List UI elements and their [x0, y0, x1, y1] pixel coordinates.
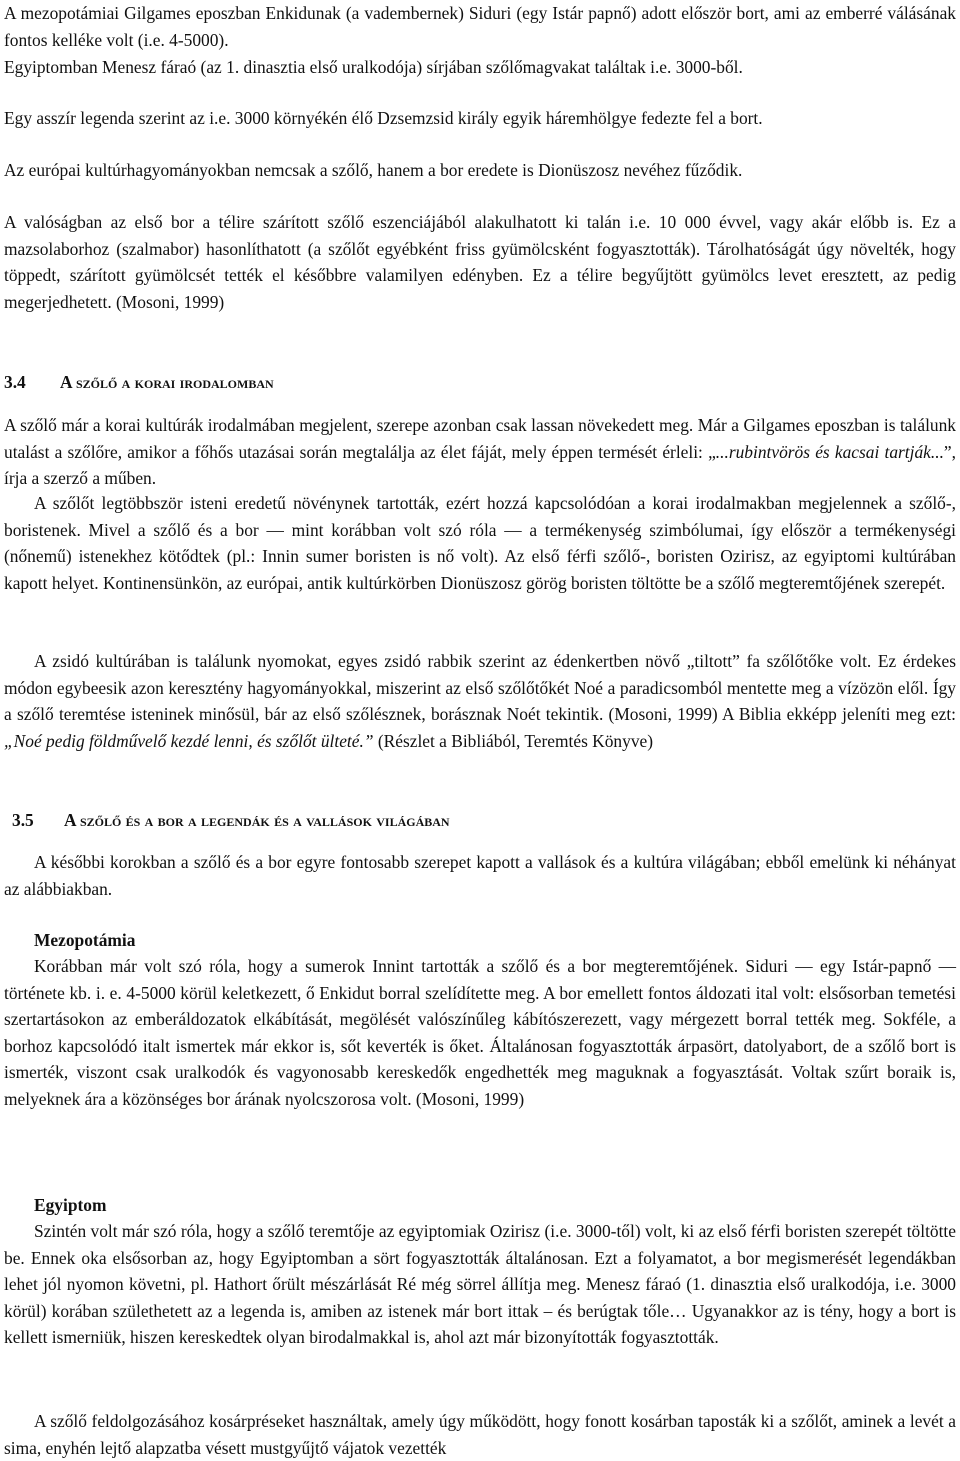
- intro-paragraph-origin: A valóságban az első bor a télire szárított szőlő eszenciájából alakulhatott ki talán i.e. 10 000 évvel, vagy akár előbb is. Ez a mazsolaborhoz (szalmabor) hasonlíthatott (a szőlőt egyébként friss gyümölcsként fogyasztották). Tárolhatóságát úgy növelték, hogy töppedt, szárított gyümölcsét tették el későbbre valamilyen edényben. Ez a télire begyűjtött gyümölcs levet eresztett, az pedig megerjedhetett. (Mosoni, 1999): [4, 212, 956, 312]
- paragraph-text: ”, írja a szerző a műben.: [4, 441, 956, 489]
- section34-paragraph-1: [4, 412, 956, 492]
- mezopotamia-paragraph: Korábban már volt szó róla, hogy a sumerok Innint tartották a szőlő és a bor megteremtőjének. Siduri — egy Istár-papnő — története kb. i. e. 4-5000 körül keletkezett, ő Enkidut borral szelídítette meg. A bor emellett fontos áldozati ital volt: elsősorban temetési szertartásokon az emberáldozatok elkábítását, megölését valószínűleg kábítószerezett, vagy mérgezett borral tették meg. Sokféle, a borhoz kapcsolódó italt ismertek már ekkor is, sőt keverték is őket. Általánosan fogyasztották árpasört, datolyabort, de a szőlő bort is ismerték, viszont csak uralkodók és vagyonosabb kereskedők engedhették meg maguknak a fogyasztását. Voltak szűrt boraik is, melyeknek ára a közönséges bor árának nyolcszorosa volt. (Mosoni, 1999): [4, 956, 956, 1109]
- subheading-egyiptom: Egyiptom: [34, 1195, 107, 1215]
- section-title: A szőlő a korai irodalomban: [60, 372, 274, 392]
- egyiptom-paragraph-2: A szőlő feldolgozásához kosárpréseket használtak, amely úgy működött, hogy fonott kosárban taposták ki a szőlőt, aminek a levét a sima, enyhén lejtő alapzatba vésett mustgyűjtő vájatok vezették: [4, 1411, 956, 1458]
- section-heading-3-4: [4, 370, 956, 394]
- paragraph-text: A zsidó kultúrában is találunk nyomokat, egyes zsidó rabbik szerint az édenkertben növő „tiltott” fa szőlőtőke volt. Ez érdekes módon egybeesik azon keresztény hagyományokkal, miszerint az első szőlőtőkét Noé a paradicsomból mentette meg a vízözön elől. Így a szőlő teremtése isteninek minősül, bár az első szőlésznek, borásznak Noét tekintik. (Mosoni, 1999) A Biblia ekképp jeleníti meg ezt:: [4, 651, 956, 725]
- subheading-mezopotamia: Mezopotámia: [34, 930, 136, 950]
- section35-intro-paragraph: A későbbi korokban a szőlő és a bor egyre fontosabb szerepet kapott a vallások és a kultúra világában; ebből emelünk ki néhányat az alábbiakban.: [4, 852, 956, 899]
- intro-paragraph-gilgames: A mezopotámiai Gilgames eposzban Enkidunak (a vadembernek) Siduri (egy Istár papnő) adott először bort, ami az emberré válásának fontos kelléke volt (i.e. 4-5000).: [4, 3, 956, 50]
- intro-paragraph-assyria: Egy asszír legenda szerint az i.e. 3000 környékén élő Dzsemzsid király egyik háremhölgye fedezte fel a bort.: [4, 108, 763, 128]
- gilgames-quote: ...rubintvörös és kacsai tartják...: [715, 441, 944, 462]
- bible-quote: „Noé pedig földművelő kezdé lenni, és szőlőt ülteté.”: [4, 730, 374, 751]
- paragraph-text: A szőlő már a korai kultúrák irodalmában megjelent, szerepe azonban csak lassan növekedett meg. Már a Gilgames eposzban is találunk utalást a szőlőre, amikor a főhős utazásai során megtalálja az élet fáját, mely éppen termését érleli: „: [4, 415, 956, 462]
- paragraph-text: (Részlet a Bibliából, Teremtés Könyve): [373, 730, 654, 751]
- section-title: A szőlő és a bor a legendák és a vallások világában: [64, 810, 450, 830]
- section-number: 3.5: [12, 810, 34, 830]
- egyiptom-paragraph: Szintén volt már szó róla, hogy a szőlő teremtője az egyiptomiak Ozirisz (i.e. 3000-től) volt, ki az első férfi boristen szerepét töltötte be. Ennek oka elsősorban az, hogy Egyiptomban a sört fogyasztották általánosan. Ezt a folyamatot, a bor megismerését legendákban lehet jól nyomon követni, pl. Hathort őrült mészárlását Ré még sörrel állítja meg. Menesz fáraó (1. dinasztia első uralkodója, i.e. 3000 körül) korában születhetett az a legenda is, amiben az istenek már bort ittak – és berúgtak tőle… Ugyanakkor az is tény, hogy a bort is kellett ismerniük, hiszen kereskedtek olyan birodalmakkal is, ahol azt már bizonyították fogyasztották.: [4, 1221, 956, 1348]
- intro-paragraph-egypt: Egyiptomban Menesz fáraó (az 1. dinasztia első uralkodója) sírjában szőlőmagvakat találtak i.e. 3000-ből.: [4, 57, 743, 77]
- section34-paragraph-3: [4, 648, 956, 754]
- section-number: 3.4: [4, 372, 26, 392]
- intro-paragraph-europe: Az európai kultúrhagyományokban nemcsak a szőlő, hanem a bor eredete is Dionüszosz nevéhez fűződik.: [4, 160, 743, 180]
- section-heading-3-5: [4, 808, 956, 832]
- section34-paragraph-2: A szőlőt legtöbbször isteni eredetű növénynek tartották, ezért hozzá kapcsolódóan a korai irodalmakban megjelennek a szőlő-, boristenek. Mivel a szőlő és a bor — mint korábban volt szó róla — a termékenység szimbólumai, így először a termékenységi (nőnemű) istenekhez kötődtek (pl.: Innin sumer boristen is nő volt). Az első férfi szőlő-, boristen Ozirisz, az egyiptomi kultúrában kapott helyet. Kontinensünkön, az európai, antik kultúrkörben Dionüszosz görög boristen töltötte be a szőlő megteremtőjének szerepét.: [4, 493, 956, 593]
